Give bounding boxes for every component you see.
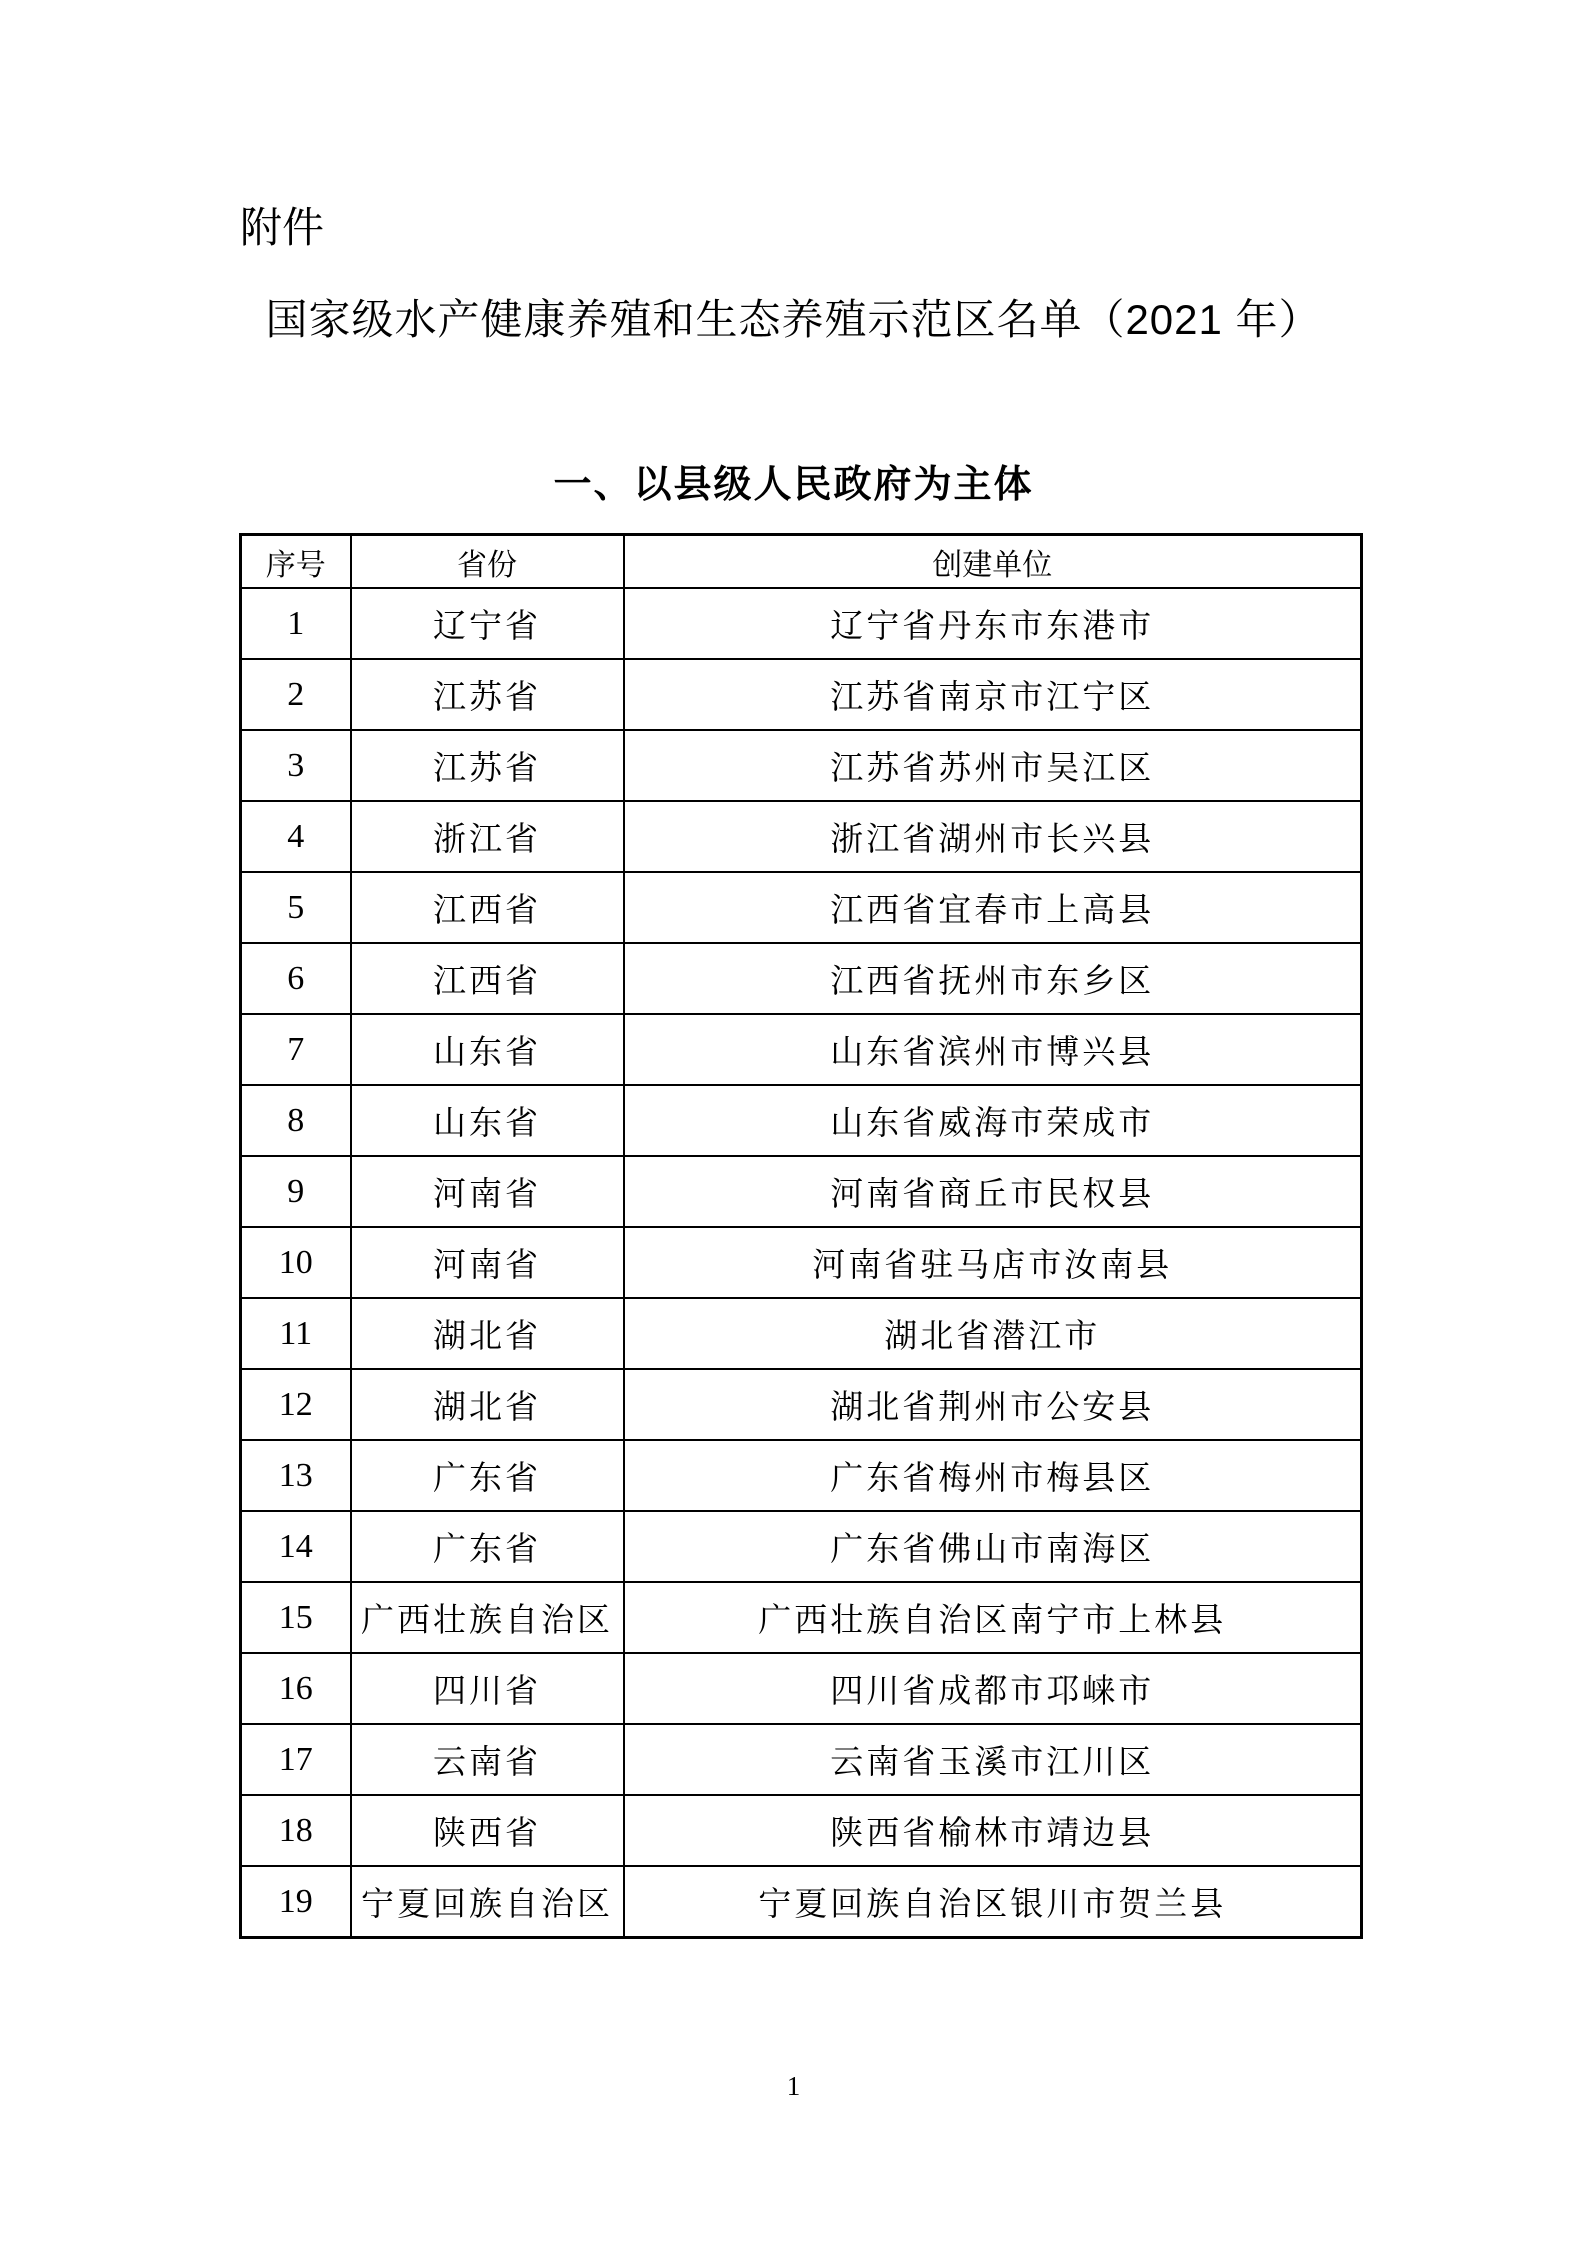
serial-cell: 19 xyxy=(241,1866,351,1938)
unit-cell: 浙江省湖州市长兴县 xyxy=(624,801,1362,872)
serial-cell: 14 xyxy=(241,1511,351,1582)
unit-cell: 辽宁省丹东市东港市 xyxy=(624,588,1362,659)
province-cell: 江西省 xyxy=(351,872,624,943)
table-row xyxy=(241,1369,1362,1440)
document-title: 国家级水产健康养殖和生态养殖示范区名单（2021 年） xyxy=(265,296,1322,344)
serial-cell: 18 xyxy=(241,1795,351,1866)
table-row xyxy=(241,1014,1362,1085)
province-cell: 四川省 xyxy=(351,1653,624,1724)
table-row xyxy=(241,1298,1362,1369)
table-row xyxy=(241,1085,1362,1156)
table-row xyxy=(241,1724,1362,1795)
serial-cell: 8 xyxy=(241,1085,351,1156)
province-cell: 云南省 xyxy=(351,1724,624,1795)
unit-cell: 广东省梅州市梅县区 xyxy=(624,1440,1362,1511)
unit-cell: 河南省驻马店市汝南县 xyxy=(624,1227,1362,1298)
province-cell: 辽宁省 xyxy=(351,588,624,659)
serial-cell: 5 xyxy=(241,872,351,943)
serial-cell: 3 xyxy=(241,730,351,801)
column-header-unit: 创建单位 xyxy=(624,535,1362,589)
unit-cell: 河南省商丘市民权县 xyxy=(624,1156,1362,1227)
province-cell: 湖北省 xyxy=(351,1298,624,1369)
table-row xyxy=(241,1582,1362,1653)
column-header-serial: 序号 xyxy=(241,535,351,589)
province-cell: 山东省 xyxy=(351,1014,624,1085)
province-cell: 浙江省 xyxy=(351,801,624,872)
unit-cell: 江苏省南京市江宁区 xyxy=(624,659,1362,730)
unit-cell: 湖北省荆州市公安县 xyxy=(624,1369,1362,1440)
table-body xyxy=(241,588,1362,1938)
table-row xyxy=(241,659,1362,730)
table-row xyxy=(241,1795,1362,1866)
unit-cell: 云南省玉溪市江川区 xyxy=(624,1724,1362,1795)
section-heading: 一、以县级人民政府为主体 xyxy=(553,464,1034,507)
serial-cell: 12 xyxy=(241,1369,351,1440)
unit-cell: 广西壮族自治区南宁市上林县 xyxy=(624,1582,1362,1653)
unit-cell: 江西省抚州市东乡区 xyxy=(624,943,1362,1014)
unit-cell: 宁夏回族自治区银川市贺兰县 xyxy=(624,1866,1362,1938)
unit-cell: 山东省滨州市博兴县 xyxy=(624,1014,1362,1085)
serial-cell: 16 xyxy=(241,1653,351,1724)
table-row xyxy=(241,801,1362,872)
table-header-row xyxy=(241,535,1362,589)
serial-cell: 1 xyxy=(241,588,351,659)
province-cell: 江苏省 xyxy=(351,730,624,801)
province-cell: 广西壮族自治区 xyxy=(351,1582,624,1653)
serial-cell: 7 xyxy=(241,1014,351,1085)
table-row xyxy=(241,588,1362,659)
unit-cell: 江苏省苏州市吴江区 xyxy=(624,730,1362,801)
serial-cell: 13 xyxy=(241,1440,351,1511)
serial-cell: 10 xyxy=(241,1227,351,1298)
province-cell: 河南省 xyxy=(351,1156,624,1227)
serial-cell: 17 xyxy=(241,1724,351,1795)
province-cell: 江西省 xyxy=(351,943,624,1014)
table-row xyxy=(241,1653,1362,1724)
province-cell: 陕西省 xyxy=(351,1795,624,1866)
attachment-label: 附件 xyxy=(240,204,325,251)
unit-cell: 四川省成都市邛崃市 xyxy=(624,1653,1362,1724)
unit-cell: 江西省宜春市上高县 xyxy=(624,872,1362,943)
table-row xyxy=(241,1866,1362,1938)
table-row xyxy=(241,872,1362,943)
province-cell: 湖北省 xyxy=(351,1369,624,1440)
province-cell: 宁夏回族自治区 xyxy=(351,1866,624,1938)
table-row xyxy=(241,1227,1362,1298)
table-row xyxy=(241,730,1362,801)
province-cell: 山东省 xyxy=(351,1085,624,1156)
table-row xyxy=(241,943,1362,1014)
table-row xyxy=(241,1440,1362,1511)
demonstration-zones-table xyxy=(239,533,1363,1939)
table-row xyxy=(241,1156,1362,1227)
serial-cell: 4 xyxy=(241,801,351,872)
page-number: 1 xyxy=(786,2071,801,2102)
serial-cell: 11 xyxy=(241,1298,351,1369)
province-cell: 广东省 xyxy=(351,1511,624,1582)
province-cell: 河南省 xyxy=(351,1227,624,1298)
province-cell: 江苏省 xyxy=(351,659,624,730)
serial-cell: 6 xyxy=(241,943,351,1014)
serial-cell: 9 xyxy=(241,1156,351,1227)
serial-cell: 2 xyxy=(241,659,351,730)
unit-cell: 山东省威海市荣成市 xyxy=(624,1085,1362,1156)
province-cell: 广东省 xyxy=(351,1440,624,1511)
serial-cell: 15 xyxy=(241,1582,351,1653)
unit-cell: 湖北省潜江市 xyxy=(624,1298,1362,1369)
unit-cell: 广东省佛山市南海区 xyxy=(624,1511,1362,1582)
unit-cell: 陕西省榆林市靖边县 xyxy=(624,1795,1362,1866)
table-row xyxy=(241,1511,1362,1582)
column-header-province: 省份 xyxy=(351,535,624,589)
